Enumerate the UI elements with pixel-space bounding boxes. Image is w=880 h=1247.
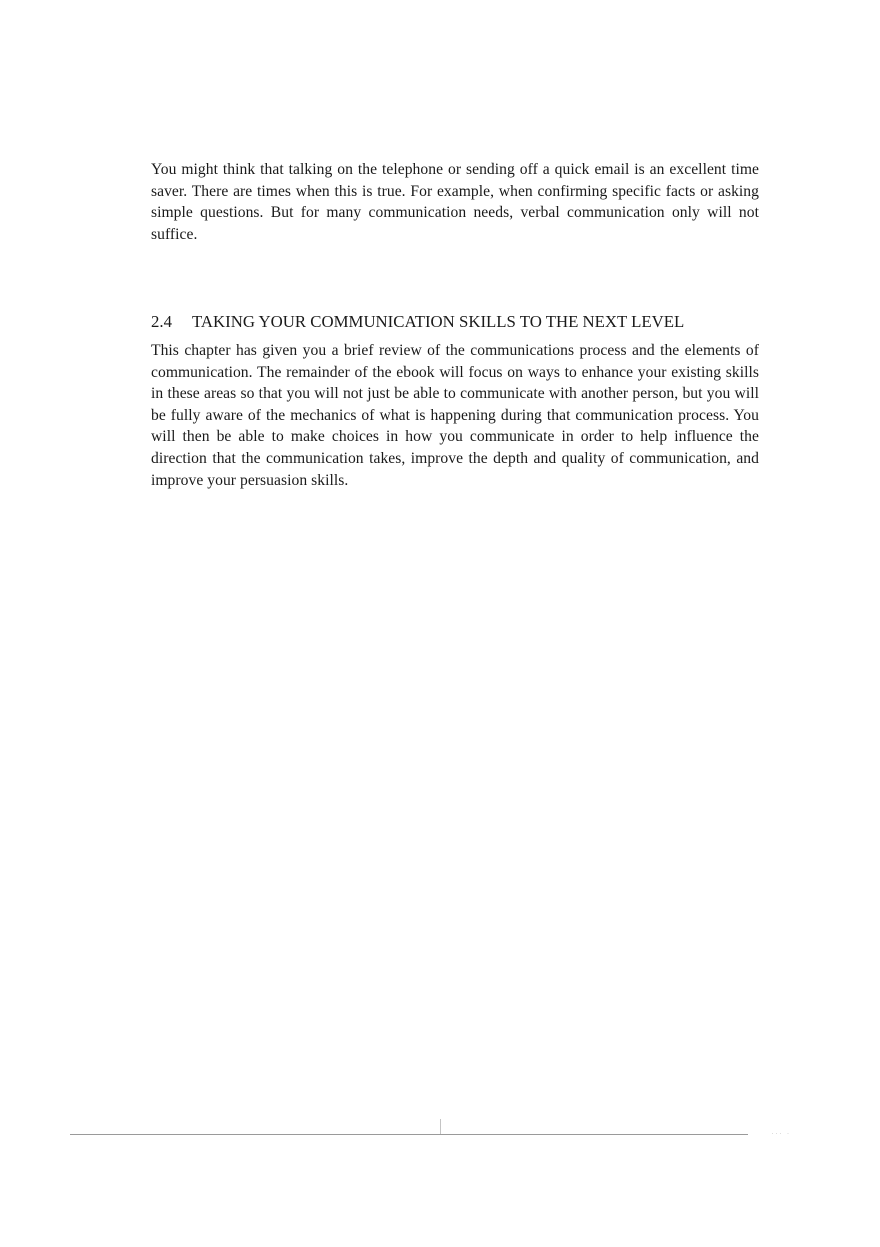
section-title: TAKING YOUR COMMUNICATION SKILLS TO THE NEXT LEVEL (192, 312, 685, 331)
section-number: 2.4 (151, 312, 172, 331)
section-heading (151, 311, 771, 333)
footer-rule (70, 1134, 748, 1135)
section-paragraph: This chapter has given you a brief review of the communications process and the elements of communication. The remainder of the ebook will focus on ways to enhance your existing skills in these areas so that you will not just be able to communicate with another person, but you will be fully aware of the mechanics of what is happening during that communication process. You will then be able to make choices in how you communicate in order to help influence the direction that the communication takes, improve the depth and quality of communication, and improve your persuasion skills. (151, 342, 759, 489)
intro-paragraph: You might think that talking on the telephone or sending off a quick email is an excellent time saver. There are times when this is true. For example, when confirming specific facts or asking simple questions. But for many communication needs, verbal communication only will not suffice. (151, 161, 759, 243)
footer-page-mark: ··· · (771, 1128, 791, 1138)
footer-center-tick (440, 1119, 441, 1134)
